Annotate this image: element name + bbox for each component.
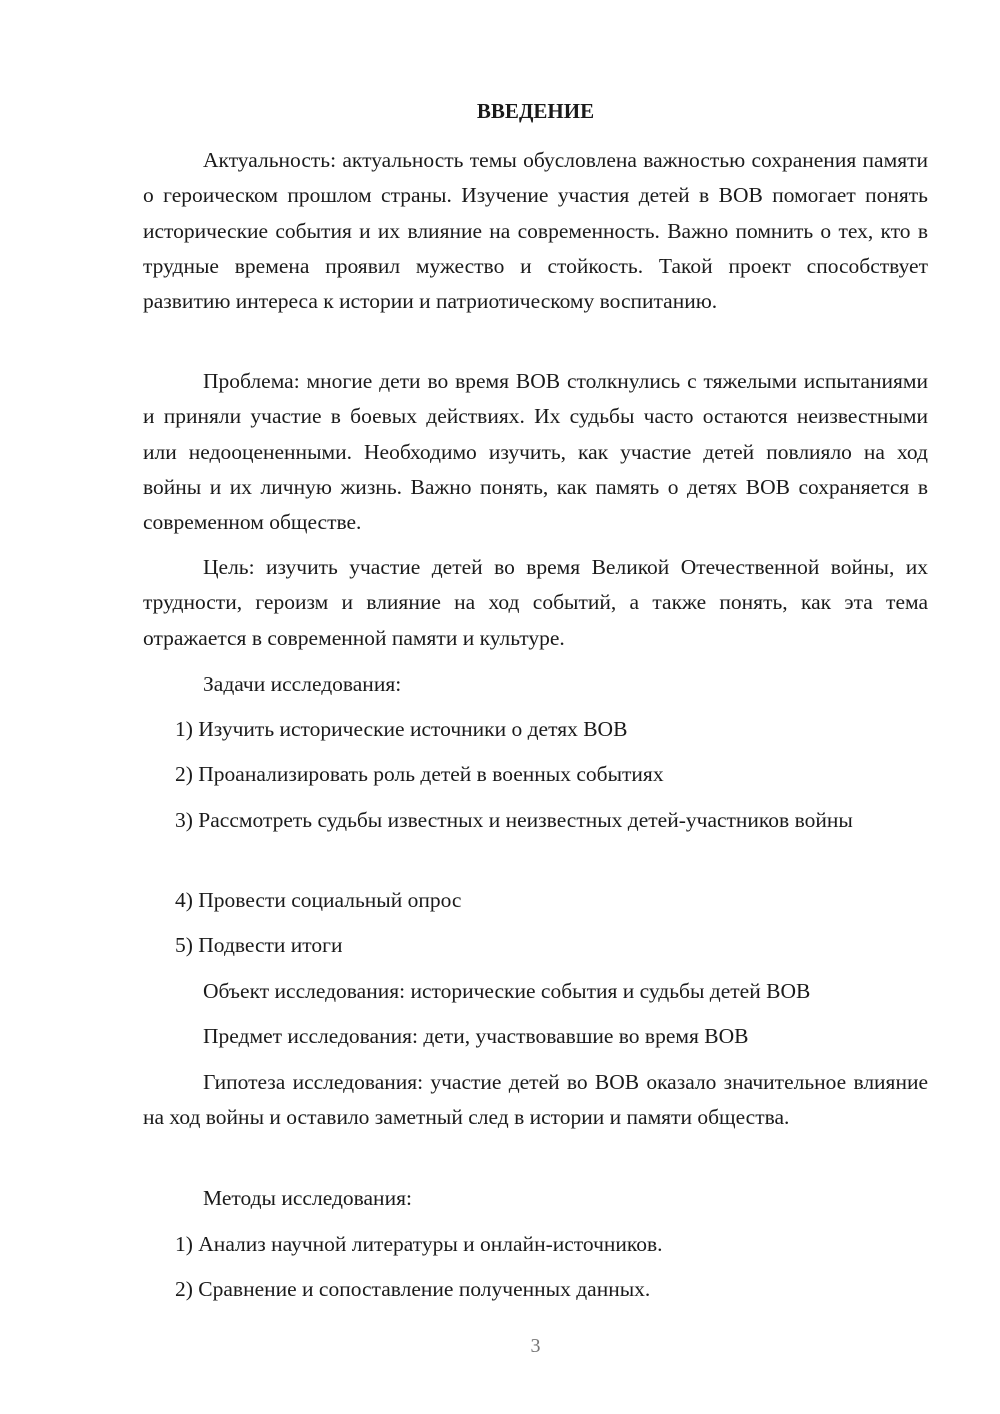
- document-page: [143, 0, 928, 1414]
- research-subject: Предмет исследования: дети, участвовавшие во время ВОВ: [203, 1024, 749, 1048]
- problem-paragraph: Проблема: многие дети во время ВОВ столкнулись с тяжелыми испытаниями и приняли участие в боевых действиях. Их судьбы часто остаются неизвестными или недооцененными. Необходимо изучить, как участие детей повлияло на ход войны и их личную жизнь. Важно понять, как память о детях ВОВ сохраняется в современном обществе.: [143, 369, 928, 535]
- task-item: 5) Подвести итоги: [175, 933, 343, 957]
- relevance-paragraph: Актуальность: актуальность темы обусловлена важностью сохранения памяти о героическом прошлом страны. Изучение участия детей в ВОВ помогает понять исторические события и их влияние на современность. Важно помнить о тех, кто в трудные времена проявил мужество и стойкость. Такой проект способствует развитию интереса к истории и патриотическому воспитанию.: [143, 148, 928, 314]
- goal-paragraph: Цель: изучить участие детей во время Великой Отечественной войны, их трудности, героизм и влияние на ход событий, а также понять, как эта тема отражается в современной памяти и культуре.: [143, 555, 928, 650]
- method-item: 1) Анализ научной литературы и онлайн-источников.: [175, 1232, 663, 1256]
- hypothesis-paragraph: Гипотеза исследования: участие детей во ВОВ оказало значительное влияние на ход войны и оставило заметный след в истории и памяти общества.: [143, 1070, 928, 1130]
- tasks-title: Задачи исследования:: [203, 672, 402, 696]
- task-item: 4) Провести социальный опрос: [175, 888, 462, 912]
- method-item: 2) Сравнение и сопоставление полученных данных.: [175, 1277, 651, 1301]
- methods-title: Методы исследования:: [203, 1186, 412, 1210]
- task-item: 1) Изучить исторические источники о детях ВОВ: [175, 717, 628, 741]
- page-number: 3: [530, 1335, 541, 1357]
- research-object: Объект исследования: исторические события и судьбы детей ВОВ: [203, 979, 811, 1003]
- task-item: 3) Рассмотреть судьбы известных и неизвестных детей-участников войны: [175, 808, 853, 832]
- task-item: 2) Проанализировать роль детей в военных событиях: [175, 762, 664, 786]
- section-heading: ВВЕДЕНИЕ: [476, 99, 595, 123]
